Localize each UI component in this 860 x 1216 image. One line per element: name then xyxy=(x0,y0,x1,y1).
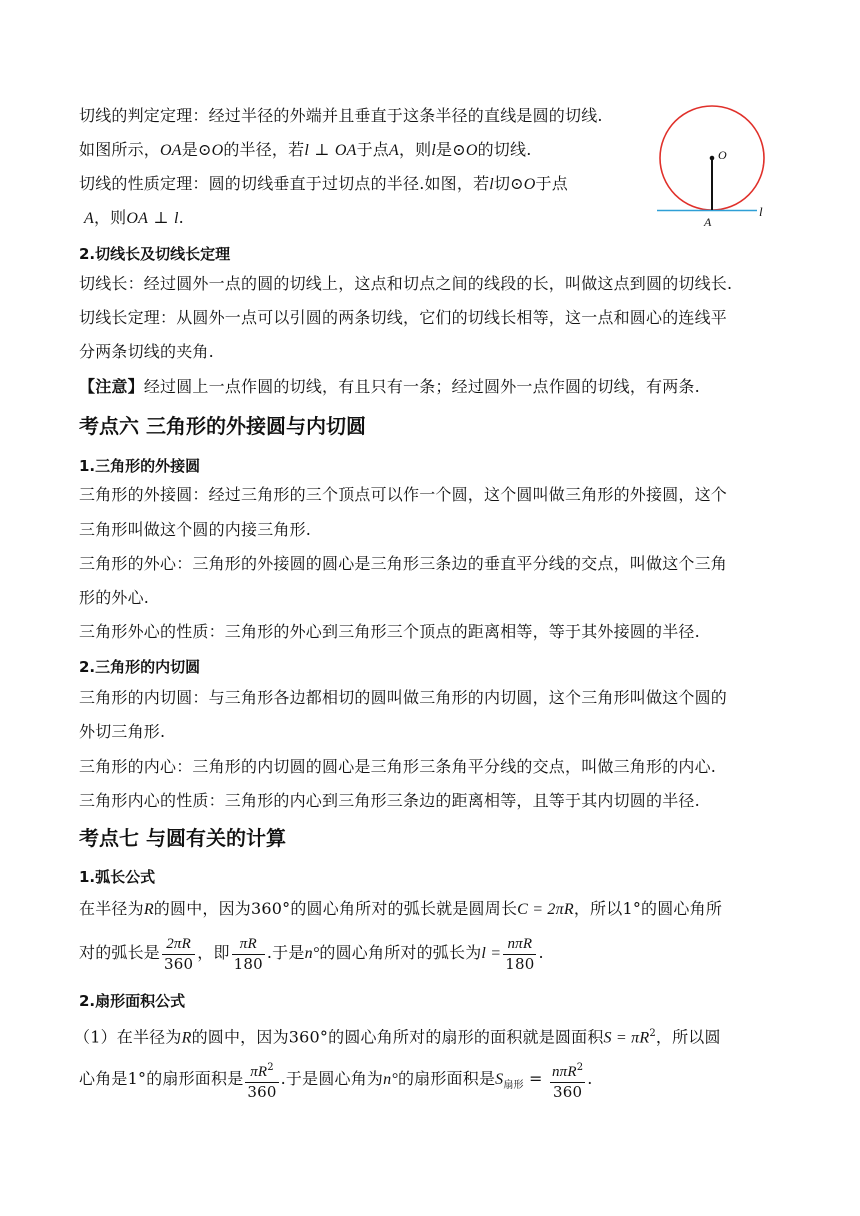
center-point xyxy=(710,156,715,161)
fraction-2piR-360: $\frac{2\pi R}{360}$ xyxy=(164,935,194,973)
sector-area-line-2: 心角是1°的扇形面积是 $\frac{\pi R^2}{360}$ .于是圆心角为n°的扇形面积是$S_{扇形}$ = $\frac{n\pi R^2}{360}$ . xyxy=(79,1057,593,1108)
arc-length-line-2: 对的弧长是 $\frac{2\pi R}{360}$ ，即 $\frac{\pi R}{180}$ .于是n°的圆心角所对的弧长为l = $\frac{\text{nπR}}{180}$ . xyxy=(79,935,544,973)
section-title-kd7: 考点七 与圆有关的计算 xyxy=(79,826,286,850)
circumcenter-def-2: 形的外心. xyxy=(79,588,150,607)
note-line: 【注意】经过圆上一点作圆的切线，有且只有一条；经过圆外一点作圆的切线，有两条. xyxy=(79,377,700,396)
incenter-property: 三角形内心的性质：三角形的内心到三角形三条边的距离相等，且等于其内切圆的半径. xyxy=(79,791,700,810)
circumcenter-def-1: 三角形的外心：三角形的外接圆的圆心是三角形三条边的垂直平分线的交点，叫做这个三角 xyxy=(79,554,728,573)
incircle-def-2: 外切三角形. xyxy=(79,722,166,741)
tangent-circle-figure xyxy=(655,104,783,228)
tangent-property-text: 切线的性质定理：圆的切线垂直于过切点的半径.如图，若l切⊙O于点 xyxy=(79,174,568,193)
incenter-def: 三角形的内心：三角形的内切圆的圆心是三角形三条角平分线的交点，叫做三角形的内心. xyxy=(79,757,717,776)
sector-area-line-1: （1）在半径为R的圆中，因为360°的圆心角所对的扇形的面积就是圆面积$S = \pi R^2$，所以圆 xyxy=(74,1027,721,1047)
label-o: O xyxy=(718,148,727,162)
tangent-length-def: 切线长：经过圆外一点的圆的切线上，这点和切点之间的线段的长，叫做这点到圆的切线长. xyxy=(79,274,733,293)
tangent-length-theorem-1: 切线长定理：从圆外一点可以引圆的两条切线，它们的切线长相等，这一点和圆心的连线平 xyxy=(79,308,728,327)
fraction-piR2-360: $\frac{\pi R^2}{360}$ xyxy=(245,1058,278,1102)
incircle-def-1: 三角形的内切圆：与三角形各边都相切的圆叫做三角形的内切圆，这个三角形叫做这个圆的 xyxy=(79,688,728,707)
tangent-criterion-text: 切线的判定定理：经过半径的外端并且垂直于这条半径的直线是圆的切线. xyxy=(79,106,603,125)
tangent-length-theorem-2: 分两条切线的夹角. xyxy=(79,342,214,361)
label-l: l xyxy=(759,204,763,219)
tangent-figure-description: 如图所示，OA是⊙O的半径，若l ⊥ OA于点A，则l是⊙O的切线. xyxy=(79,140,532,159)
tangent-property-conclusion: A，则OA ⊥ l. xyxy=(84,208,184,227)
note-tag: 【注意】 xyxy=(79,377,144,396)
tangent-length-heading: 2.切线长及切线长定理 xyxy=(79,245,231,263)
circumcenter-property: 三角形外心的性质：三角形的外心到三角形三个顶点的距离相等，等于其外接圆的半径. xyxy=(79,622,700,641)
arc-length-heading: 1.弧长公式 xyxy=(79,868,156,886)
fraction-npiR-180: $\frac{\text{nπR}}{180}$ xyxy=(505,935,535,973)
section-title-kd6: 考点六 三角形的外接圆与内切圆 xyxy=(79,414,366,438)
sector-area-heading: 2.扇形面积公式 xyxy=(79,992,186,1010)
circumcircle-def-1: 三角形的外接圆：经过三角形的三个顶点可以作一个圆，这个圆叫做三角形的外接圆，这个 xyxy=(79,485,728,504)
label-a: A xyxy=(704,215,712,228)
circumcircle-def-2: 三角形叫做这个圆的内接三角形. xyxy=(79,520,312,539)
fraction-piR-180: $\frac{\pi R}{180}$ xyxy=(233,935,263,973)
arc-length-line-1: 在半径为R的圆中，因为360°的圆心角所对的弧长就是圆周长C = 2πR，所以1°的圆心角所 xyxy=(79,899,723,918)
incircle-heading: 2.三角形的内切圆 xyxy=(79,658,201,676)
fraction-npiR2-360: $\frac{n\pi R^2}{360}$ xyxy=(550,1058,585,1102)
circumcircle-heading: 1.三角形的外接圆 xyxy=(79,457,201,475)
